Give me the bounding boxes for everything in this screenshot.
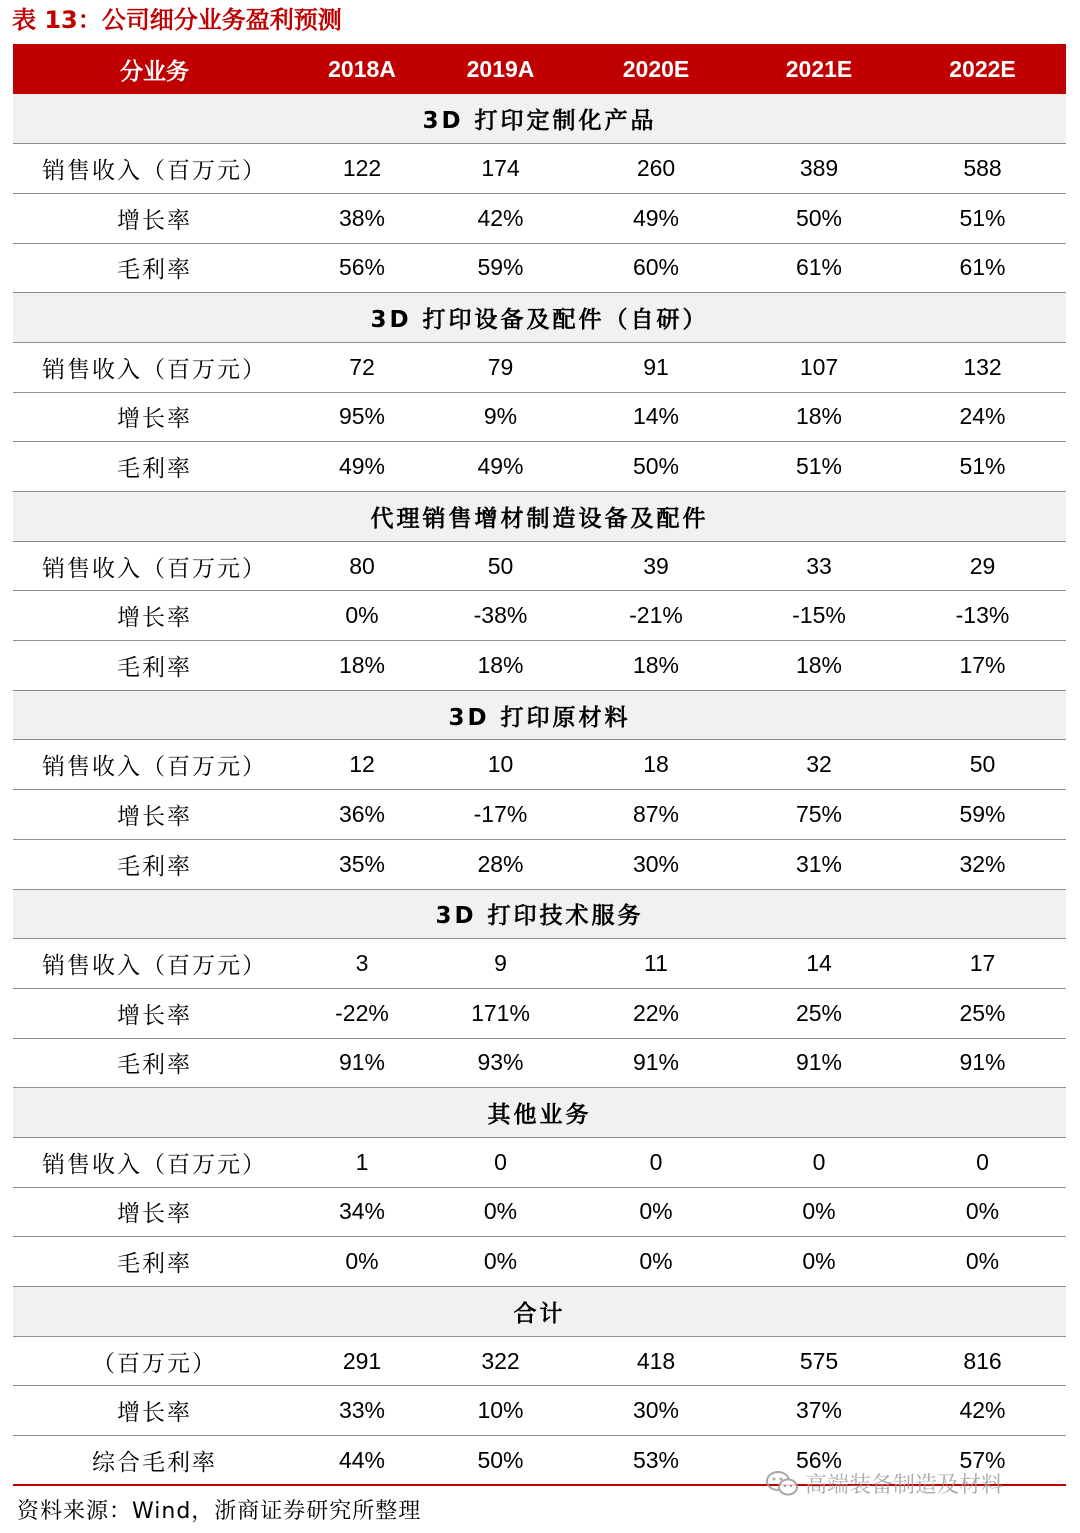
table-row <box>13 790 1066 840</box>
value-cell: 0% <box>428 1187 573 1237</box>
value-cell: 87% <box>573 790 739 840</box>
value-cell: 50 <box>428 541 573 591</box>
wechat-icon <box>765 1470 799 1498</box>
value-cell: 44% <box>296 1436 428 1486</box>
value-cell: 816 <box>899 1336 1066 1386</box>
row-label: 增长率 <box>13 988 296 1038</box>
value-cell: 174 <box>428 144 573 194</box>
value-cell: 0% <box>739 1237 899 1287</box>
row-label: 增长率 <box>13 591 296 641</box>
value-cell: 18% <box>739 641 899 691</box>
value-cell: 9 <box>428 939 573 989</box>
value-cell: -15% <box>739 591 899 641</box>
header-segment: 分业务 <box>120 58 189 85</box>
value-cell: 291 <box>296 1336 428 1386</box>
value-cell: 10 <box>428 740 573 790</box>
value-cell: -13% <box>899 591 1066 641</box>
table-row <box>13 740 1066 790</box>
value-cell: 49% <box>573 193 739 243</box>
table-row <box>13 1336 1066 1386</box>
value-cell: 0% <box>428 1237 573 1287</box>
row-label: 毛利率 <box>13 1038 296 1088</box>
value-cell: 0 <box>739 1137 899 1187</box>
row-label: 增长率 <box>13 193 296 243</box>
section-header-row <box>13 1287 1066 1337</box>
value-cell: 0% <box>573 1237 739 1287</box>
value-cell: 0% <box>296 591 428 641</box>
table-row <box>13 1137 1066 1187</box>
value-cell: 14 <box>739 939 899 989</box>
value-cell: 36% <box>296 790 428 840</box>
row-label: 销售收入（百万元） <box>13 541 296 591</box>
value-cell: 39 <box>573 541 739 591</box>
table-row <box>13 1386 1066 1436</box>
table-body <box>13 94 1066 1485</box>
row-label: 增长率 <box>13 392 296 442</box>
row-label: 毛利率 <box>13 641 296 691</box>
value-cell: 3 <box>296 939 428 989</box>
table-row <box>13 1187 1066 1237</box>
watermark-text: 高端装备制造及材料 <box>805 1473 1004 1498</box>
row-label: 毛利率 <box>13 243 296 293</box>
value-cell: 51% <box>739 442 899 492</box>
row-label: 综合毛利率 <box>13 1436 296 1486</box>
value-cell: 25% <box>899 988 1066 1038</box>
table-title: 表 13：公司细分业务盈利预测 <box>12 6 342 34</box>
table-row <box>13 442 1066 492</box>
value-cell: 0% <box>899 1237 1066 1287</box>
section-header-row <box>13 94 1066 144</box>
value-cell: 34% <box>296 1187 428 1237</box>
value-cell: 122 <box>296 144 428 194</box>
value-cell: 14% <box>573 392 739 442</box>
value-cell: 59% <box>428 243 573 293</box>
section-title: 其他业务 <box>13 1088 1066 1138</box>
source-note: 资料来源：Wind，浙商证券研究所整理 <box>17 1499 422 1524</box>
value-cell: 91% <box>296 1038 428 1088</box>
value-cell: 49% <box>428 442 573 492</box>
value-cell: 42% <box>899 1386 1066 1436</box>
value-cell: 80 <box>296 541 428 591</box>
value-cell: 389 <box>739 144 899 194</box>
section-header-row <box>13 889 1066 939</box>
value-cell: 79 <box>428 342 573 392</box>
value-cell: 18% <box>428 641 573 691</box>
value-cell: 57% <box>899 1436 1066 1486</box>
table-row <box>13 839 1066 889</box>
value-cell: 61% <box>739 243 899 293</box>
value-cell: 33% <box>296 1386 428 1436</box>
value-cell: 588 <box>899 144 1066 194</box>
value-cell: 95% <box>296 392 428 442</box>
table-row <box>13 193 1066 243</box>
value-cell: 0 <box>428 1137 573 1187</box>
section-title: 3D 打印原材料 <box>13 690 1066 740</box>
value-cell: 10% <box>428 1386 573 1436</box>
value-cell: 12 <box>296 740 428 790</box>
section-title: 合计 <box>13 1287 1066 1337</box>
value-cell: 575 <box>739 1336 899 1386</box>
header-year-2020e: 2020E <box>622 55 690 82</box>
row-label: 销售收入（百万元） <box>13 1137 296 1187</box>
section-title: 代理销售增材制造设备及配件 <box>13 492 1066 542</box>
value-cell: 91% <box>739 1038 899 1088</box>
value-cell: 51% <box>899 193 1066 243</box>
header-row <box>13 44 1066 94</box>
value-cell: 0% <box>296 1237 428 1287</box>
section-title: 3D 打印设备及配件（自研） <box>13 293 1066 343</box>
table-row <box>13 591 1066 641</box>
header-year-2018a: 2018A <box>328 55 396 82</box>
value-cell: 24% <box>899 392 1066 442</box>
row-label: 销售收入（百万元） <box>13 144 296 194</box>
value-cell: 35% <box>296 839 428 889</box>
value-cell: 38% <box>296 193 428 243</box>
row-label: 增长率 <box>13 1187 296 1237</box>
value-cell: 37% <box>739 1386 899 1436</box>
value-cell: 0 <box>573 1137 739 1187</box>
value-cell: 91 <box>573 342 739 392</box>
value-cell: 50% <box>573 442 739 492</box>
value-cell: 60% <box>573 243 739 293</box>
table-row <box>13 541 1066 591</box>
value-cell: 42% <box>428 193 573 243</box>
header-year-2019a: 2019A <box>466 55 535 82</box>
value-cell: 61% <box>899 243 1066 293</box>
table-row <box>13 1237 1066 1287</box>
row-label: （百万元） <box>13 1336 296 1386</box>
table-row <box>13 1038 1066 1088</box>
value-cell: 107 <box>739 342 899 392</box>
row-label: 销售收入（百万元） <box>13 740 296 790</box>
value-cell: -38% <box>428 591 573 641</box>
section-header-row <box>13 293 1066 343</box>
value-cell: 17 <box>899 939 1066 989</box>
table-row <box>13 939 1066 989</box>
value-cell: 33 <box>739 541 899 591</box>
section-header-row <box>13 1088 1066 1138</box>
table-row <box>13 988 1066 1038</box>
value-cell: 1 <box>296 1137 428 1187</box>
value-cell: 25% <box>739 988 899 1038</box>
value-cell: 18 <box>573 740 739 790</box>
value-cell: 0% <box>739 1187 899 1237</box>
value-cell: 0% <box>573 1187 739 1237</box>
value-cell: 91% <box>899 1038 1066 1088</box>
value-cell: 171% <box>428 988 573 1038</box>
value-cell: 260 <box>573 144 739 194</box>
row-label: 增长率 <box>13 1386 296 1436</box>
section-title: 3D 打印技术服务 <box>13 889 1066 939</box>
value-cell: 59% <box>899 790 1066 840</box>
header-year-2021e: 2021E <box>785 55 853 82</box>
value-cell: 93% <box>428 1038 573 1088</box>
value-cell: 91% <box>573 1038 739 1088</box>
value-cell: -21% <box>573 591 739 641</box>
value-cell: 418 <box>573 1336 739 1386</box>
section-title: 3D 打印定制化产品 <box>13 94 1066 144</box>
value-cell: 11 <box>573 939 739 989</box>
value-cell: 29 <box>899 541 1066 591</box>
row-label: 毛利率 <box>13 442 296 492</box>
table-row <box>13 342 1066 392</box>
value-cell: 75% <box>739 790 899 840</box>
value-cell: 32 <box>739 740 899 790</box>
row-label: 毛利率 <box>13 1237 296 1287</box>
value-cell: 50% <box>739 193 899 243</box>
value-cell: 0 <box>899 1137 1066 1187</box>
row-label: 增长率 <box>13 790 296 840</box>
value-cell: 51% <box>899 442 1066 492</box>
value-cell: -22% <box>296 988 428 1038</box>
value-cell: 50% <box>428 1436 573 1486</box>
value-cell: 30% <box>573 1386 739 1436</box>
watermark <box>765 1468 1003 1499</box>
value-cell: 18% <box>296 641 428 691</box>
value-cell: 56% <box>739 1436 899 1486</box>
value-cell: 22% <box>573 988 739 1038</box>
value-cell: 31% <box>739 839 899 889</box>
row-label: 销售收入（百万元） <box>13 342 296 392</box>
value-cell: -17% <box>428 790 573 840</box>
table-row <box>13 144 1066 194</box>
value-cell: 18% <box>573 641 739 691</box>
value-cell: 53% <box>573 1436 739 1486</box>
table-row <box>13 641 1066 691</box>
value-cell: 32% <box>899 839 1066 889</box>
forecast-table <box>13 44 1066 1486</box>
row-label: 毛利率 <box>13 839 296 889</box>
value-cell: 72 <box>296 342 428 392</box>
value-cell: 17% <box>899 641 1066 691</box>
value-cell: 50 <box>899 740 1066 790</box>
value-cell: 30% <box>573 839 739 889</box>
value-cell: 18% <box>739 392 899 442</box>
table-row <box>13 243 1066 293</box>
header-year-2022e: 2022E <box>949 55 1016 82</box>
table-row <box>13 392 1066 442</box>
section-header-row <box>13 492 1066 542</box>
value-cell: 56% <box>296 243 428 293</box>
value-cell: 9% <box>428 392 573 442</box>
value-cell: 0% <box>899 1187 1066 1237</box>
row-label: 销售收入（百万元） <box>13 939 296 989</box>
value-cell: 49% <box>296 442 428 492</box>
value-cell: 322 <box>428 1336 573 1386</box>
value-cell: 28% <box>428 839 573 889</box>
value-cell: 132 <box>899 342 1066 392</box>
section-header-row <box>13 690 1066 740</box>
